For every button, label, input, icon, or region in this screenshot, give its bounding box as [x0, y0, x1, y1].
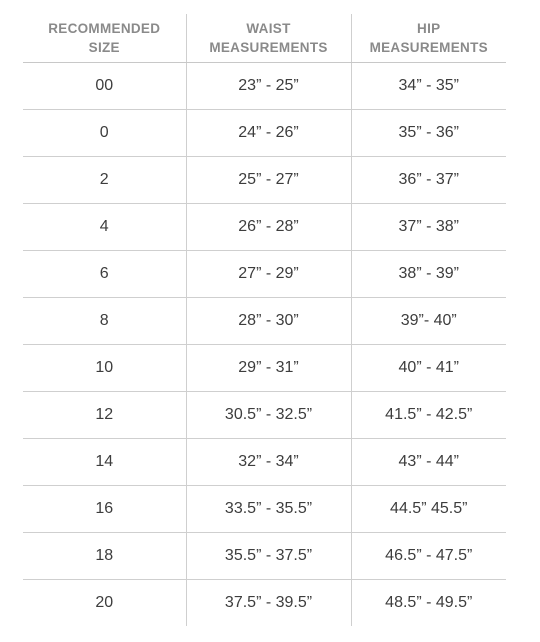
- size-cell: 6: [23, 251, 186, 298]
- size-cell: 4: [23, 204, 186, 251]
- waist-cell: 29” - 31”: [186, 345, 351, 392]
- table-row: [23, 533, 506, 580]
- header-waist-line2: MEASUREMENTS: [209, 40, 328, 55]
- size-chart-header: [23, 14, 506, 63]
- waist-cell: 25” - 27”: [186, 157, 351, 204]
- table-row: [23, 439, 506, 486]
- table-row: [23, 345, 506, 392]
- header-recommended-size-line1: RECOMMENDED: [48, 21, 161, 36]
- size-cell: 12: [23, 392, 186, 439]
- table-row: [23, 110, 506, 157]
- hip-cell: 41.5” - 42.5”: [351, 392, 506, 439]
- header-row: [23, 14, 506, 63]
- size-cell: 20: [95, 594, 114, 611]
- waist-cell: 33.5” - 35.5”: [186, 486, 351, 533]
- size-chart-table: [23, 14, 506, 626]
- size-cell: 14: [23, 439, 186, 486]
- header-recommended-size: [23, 14, 186, 63]
- size-chart-body: [23, 63, 506, 627]
- hip-cell: 39”- 40”: [351, 298, 506, 345]
- table-row: [23, 580, 506, 627]
- waist-cell: 26” - 28”: [186, 204, 351, 251]
- size-cell: 2: [23, 157, 186, 204]
- size-cell: 8: [23, 298, 186, 345]
- hip-cell: 38” - 39”: [351, 251, 506, 298]
- table-row: [23, 486, 506, 533]
- hip-cell: 37” - 38”: [351, 204, 506, 251]
- header-waist-line1: WAIST: [246, 21, 291, 36]
- hip-cell: 36” - 37”: [351, 157, 506, 204]
- size-cell: 0: [23, 110, 186, 157]
- hip-cell: 35” - 36”: [351, 110, 506, 157]
- table-row: [23, 204, 506, 251]
- table-row: [23, 63, 506, 110]
- hip-cell: 44.5” 45.5”: [351, 486, 506, 533]
- waist-cell: 30.5” - 32.5”: [186, 392, 351, 439]
- table-row: [23, 392, 506, 439]
- header-recommended-size-line2: SIZE: [88, 40, 120, 55]
- table-row: [23, 157, 506, 204]
- header-waist-measurements: [186, 14, 351, 63]
- size-cell: 16: [23, 486, 186, 533]
- header-hip-line2: MEASUREMENTS: [369, 40, 488, 55]
- hip-cell: 46.5” - 47.5”: [351, 533, 506, 580]
- waist-cell: 37.5” - 39.5”: [186, 580, 351, 627]
- table-row: [23, 251, 506, 298]
- size-cell: 18: [23, 533, 186, 580]
- hip-cell: 48.5” - 49.5”: [351, 580, 506, 627]
- waist-cell: 24” - 26”: [186, 110, 351, 157]
- hip-cell: 40” - 41”: [351, 345, 506, 392]
- waist-cell: 27” - 29”: [186, 251, 351, 298]
- table-row: [23, 298, 506, 345]
- waist-cell: 35.5” - 37.5”: [186, 533, 351, 580]
- waist-cell: 23” - 25”: [186, 63, 351, 110]
- waist-cell: 28” - 30”: [186, 298, 351, 345]
- waist-cell: 32” - 34”: [186, 439, 351, 486]
- hip-cell: 43” - 44”: [351, 439, 506, 486]
- header-hip-line1: HIP: [417, 21, 441, 36]
- size-cell: 00: [23, 63, 186, 110]
- size-cell: 10: [23, 345, 186, 392]
- hip-cell: 34” - 35”: [351, 63, 506, 110]
- header-hip-measurements: [351, 14, 506, 63]
